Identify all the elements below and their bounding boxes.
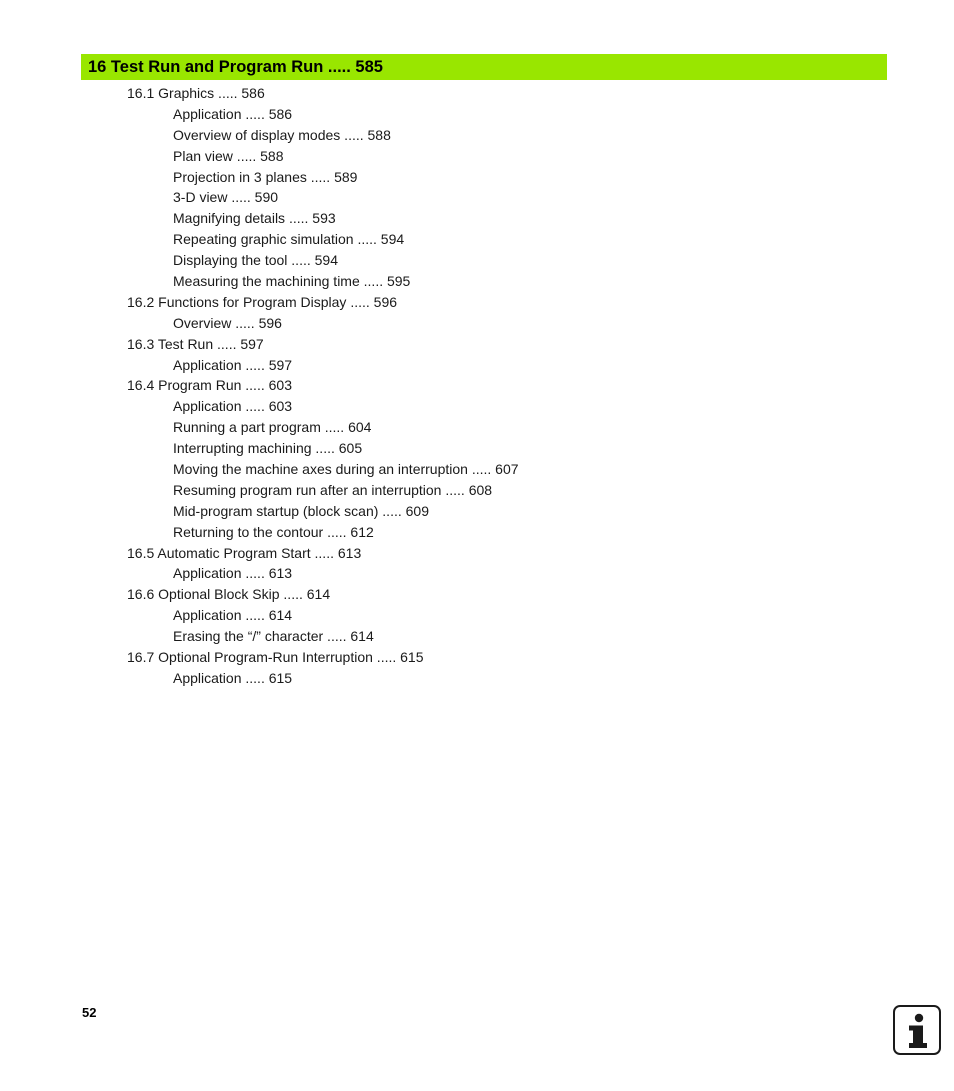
toc-section-entry: 16.4 Program Run ..... 603 (127, 377, 292, 394)
toc-section-entry: 16.7 Optional Program-Run Interruption ..... 615 (127, 649, 424, 666)
table-of-contents (0, 83, 954, 689)
toc-section-entry: 16.1 Graphics ..... 586 (127, 85, 265, 101)
info-icon (893, 1005, 941, 1055)
toc-section-entry: 16.6 Optional Block Skip ..... 614 (127, 586, 331, 603)
toc-subsection-entry: Displaying the tool ..... 594 (173, 252, 338, 269)
toc-subsection-entry: Magnifying details ..... 593 (173, 210, 336, 227)
toc-section-entry: 16.5 Automatic Program Start ..... 613 (127, 544, 362, 561)
toc-subsection-entry: Returning to the contour ..... 612 (173, 523, 374, 540)
chapter-heading (81, 54, 887, 80)
toc-subsection-entry: Erasing the “/” character ..... 614 (173, 628, 374, 645)
toc-subsection-entry: Application ..... 615 (173, 669, 293, 686)
toc-subsection-entry: Application ..... 613 (173, 565, 293, 582)
toc-subsection-entry: Running a part program ..... 604 (173, 419, 372, 436)
toc-subsection-entry: Measuring the machining time ..... 595 (173, 273, 411, 290)
toc-subsection-entry: Overview ..... 596 (173, 314, 282, 331)
toc-subsection-entry: Application ..... 597 (173, 356, 293, 373)
toc-subsection-entry: Mid-program startup (block scan) ..... 609 (173, 502, 429, 519)
toc-subsection-entry: Repeating graphic simulation ..... 594 (173, 231, 405, 248)
toc-subsection-entry: Overview of display modes ..... 588 (173, 126, 391, 143)
toc-subsection-entry: 3-D view ..... 590 (173, 189, 279, 206)
toc-subsection-entry: Projection in 3 planes ..... 589 (173, 168, 358, 185)
toc-subsection-entry: Application ..... 603 (173, 398, 293, 415)
toc-subsection-entry: Interrupting machining ..... 605 (173, 440, 363, 457)
toc-section-entry: 16.2 Functions for Program Display ..... 596 (127, 293, 398, 310)
toc-subsection-entry: Resuming program run after an interruption ..... 608 (173, 481, 493, 498)
toc-section-entry: 16.3 Test Run ..... 597 (127, 335, 264, 352)
chapter-title: 16 Test Run and Program Run ..... 585 (88, 58, 383, 76)
toc-subsection-entry: Plan view ..... 588 (173, 147, 284, 164)
toc-subsection-entry: Application ..... 614 (173, 607, 293, 624)
page-number: 52 (82, 1005, 97, 1020)
toc-subsection-entry: Moving the machine axes during an interruption ..... 607 (173, 461, 519, 478)
toc-subsection-entry: Application ..... 586 (173, 105, 293, 122)
